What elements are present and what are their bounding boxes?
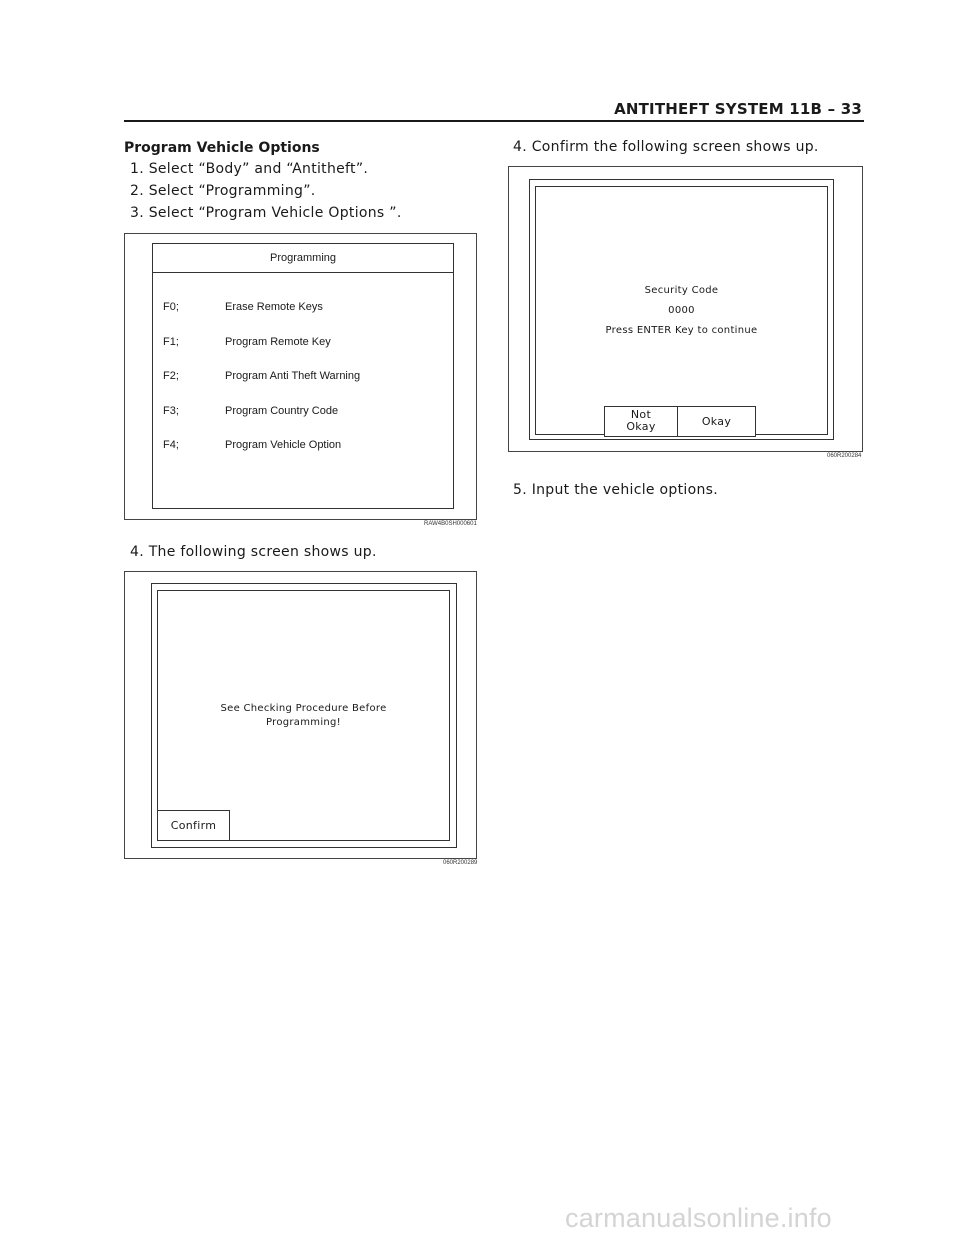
figure2-caption: 060R200289 (443, 860, 478, 866)
menu-key-f2: F2; (163, 370, 179, 382)
checking-message-line1: See Checking Procedure Before (220, 703, 387, 714)
figure-programming-menu (124, 233, 477, 520)
programming-screen (152, 243, 454, 509)
okay-button[interactable]: Okay (677, 406, 756, 437)
menu-item-program-anti-theft-warning[interactable] (163, 370, 360, 382)
not-okay-label-line1: Not (630, 408, 652, 421)
step-5-right: 5. Input the vehicle options. (513, 482, 718, 498)
step-4-right: 4. Confirm the following screen shows up. (513, 139, 819, 155)
security-instruction: Press ENTER Key to continue (605, 325, 758, 336)
menu-label-program-country-code: Program Country Code (225, 405, 339, 417)
page-header-title: ANTITHEFT SYSTEM 11B – 33 (614, 100, 862, 118)
menu-label-program-anti-theft-warning: Program Anti Theft Warning (225, 370, 361, 382)
section-heading: Program Vehicle Options (124, 140, 320, 156)
menu-key-f0: F0; (163, 301, 179, 313)
menu-item-erase-remote-keys[interactable] (163, 301, 323, 313)
header-divider (124, 120, 864, 122)
step-1: 1. Select “Body” and “Antitheft”. (130, 161, 369, 177)
step-3: 3. Select “Program Vehicle Options ”. (130, 205, 402, 221)
menu-label-program-remote-key: Program Remote Key (225, 336, 331, 348)
figure-checking-procedure (124, 571, 477, 859)
menu-key-f4: F4; (163, 439, 179, 451)
step-4-left: 4. The following screen shows up. (130, 544, 377, 560)
menu-key-f1: F1; (163, 336, 179, 348)
menu-item-program-vehicle-option[interactable] (163, 439, 341, 451)
menu-item-program-remote-key[interactable] (163, 336, 331, 348)
menu-label-erase-remote-keys: Erase Remote Keys (225, 301, 323, 313)
menu-label-program-vehicle-option: Program Vehicle Option (225, 439, 342, 451)
checking-message-line2: Programming! (265, 717, 341, 728)
screen-inner-frame (157, 590, 450, 841)
confirm-button[interactable]: Confirm (157, 810, 230, 841)
screen-outer-frame (151, 583, 457, 848)
figure1-caption: RAW4B0SH000601 (424, 521, 477, 527)
security-inner-frame (535, 186, 828, 435)
security-code-label: Security Code (644, 285, 719, 296)
not-okay-button[interactable] (604, 406, 678, 437)
security-outer-frame (529, 179, 834, 440)
figure-security-code (508, 166, 863, 452)
site-watermark: carmanualsonline.info (565, 1203, 832, 1233)
programming-title: Programming (153, 244, 453, 273)
menu-item-program-country-code[interactable] (163, 405, 338, 417)
not-okay-label-line2: Okay (626, 420, 656, 433)
step-2: 2. Select “Programming”. (130, 183, 316, 199)
security-code-value: 0000 (668, 305, 695, 316)
figure3-caption: 060R200284 (827, 453, 862, 459)
menu-key-f3: F3; (163, 405, 179, 417)
